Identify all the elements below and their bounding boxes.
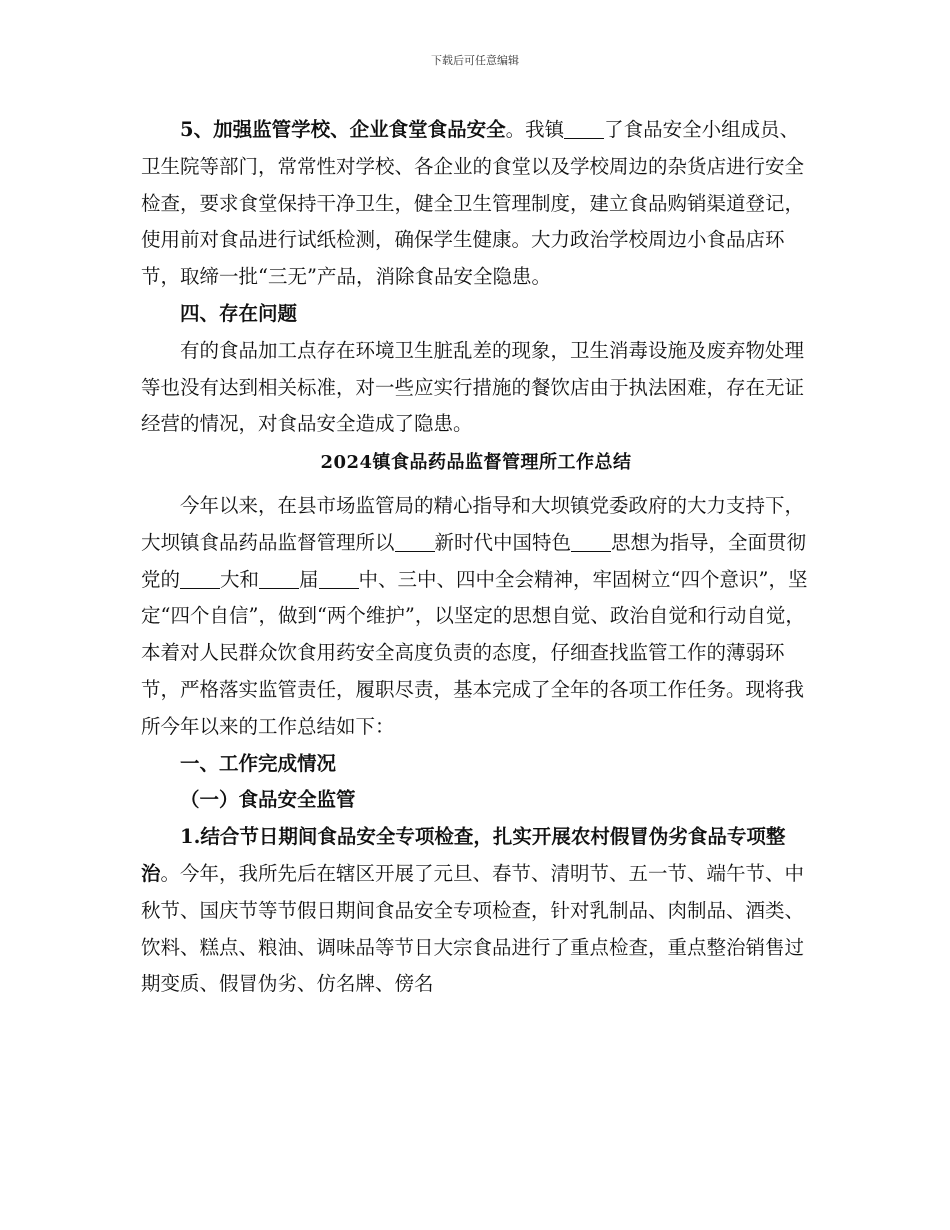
paragraph-text: 大和 [220,567,260,591]
blank-line [395,531,435,552]
paragraph-text: 思想为指导，全面贯彻党的 [141,530,807,591]
paragraph-lead: 1.结合节日期间食品安全专项检查，扎实开展农村假冒伪劣食品专项整治 [141,825,786,885]
blank-line [571,531,611,552]
paragraph-text: 。今年，我所先后在辖区开展了元旦、春节、清明节、五一节、端午节、中秋节、国庆节等节假日期间食品安全专项检查，针对乳制品、肉制品、酒类、饮料、糕点、粮油、调味品等节日大宗食品进行了重点检查，重点整治销售过期变质、假冒伪劣、仿名牌、傍名 [141,861,805,996]
document-body [141,112,811,1003]
blank-line [259,568,299,589]
heading-subsection-1: （一）食品安全监管 [180,788,356,812]
document-title: 2024镇食品药品监督管理所工作总结 [320,452,632,474]
heading-section-1: 一、工作完成情况 [180,751,337,775]
paragraph-problems: 有的食品加工点存在环境卫生脏乱差的现象，卫生消毒设施及废弃物处理等也没有达到相关标准，对一些应实行措施的餐饮店由于执法困难，存在无证经营的情况，对食品安全造成了隐患。 [141,338,805,436]
blank-line [564,119,604,140]
blank-line [319,568,359,589]
paragraph-text: 届 [299,567,319,591]
paragraph-holiday-inspection [141,819,811,1003]
paragraph-text: 中、三中、四中全会精神，牢固树立“四个意识”，坚定“四个自信”，做到“两个维护”，以坚定的思想自觉、政治自觉和行动自觉，本着对人民群众饮食用药安全高度负责的态度，仔细查找监管工作的薄弱环节，严格落实监管责任，履职尽责，基本完成了全年的各项工作任务。现将我所今年以来的工作总结如下： [141,567,808,738]
paragraph-text: 了食品安全小组成员、卫生院等部门，常常性对学校、各企业的食堂以及学校周边的杂货店进行安全检查，要求食堂保持干净卫生，健全卫生管理制度，建立食品购销渠道登记，使用前对食品进行试纸检测，确保学生健康。大力政治学校周边小食品店环节，取缔一批“三无”产品，消除食品安全隐患。 [141,118,805,289]
page-header: 下载后可任意编辑 [431,54,519,67]
heading-problems: 四、存在问题 [180,301,298,325]
paragraph-lead: 5、加强监管学校、企业食堂食品安全 [180,118,506,141]
blank-line [180,568,220,589]
paragraph-text: 。我镇 [505,118,565,141]
paragraph-school-canteen [141,112,811,296]
paragraph-intro [141,488,811,746]
paragraph-text: 新时代中国特色 [434,530,572,554]
paragraph-text: 今年以来，在县市场监管局的精心指导和大坝镇党委政府的大力支持下，大坝镇食品药品监督管理所以 [141,493,805,554]
